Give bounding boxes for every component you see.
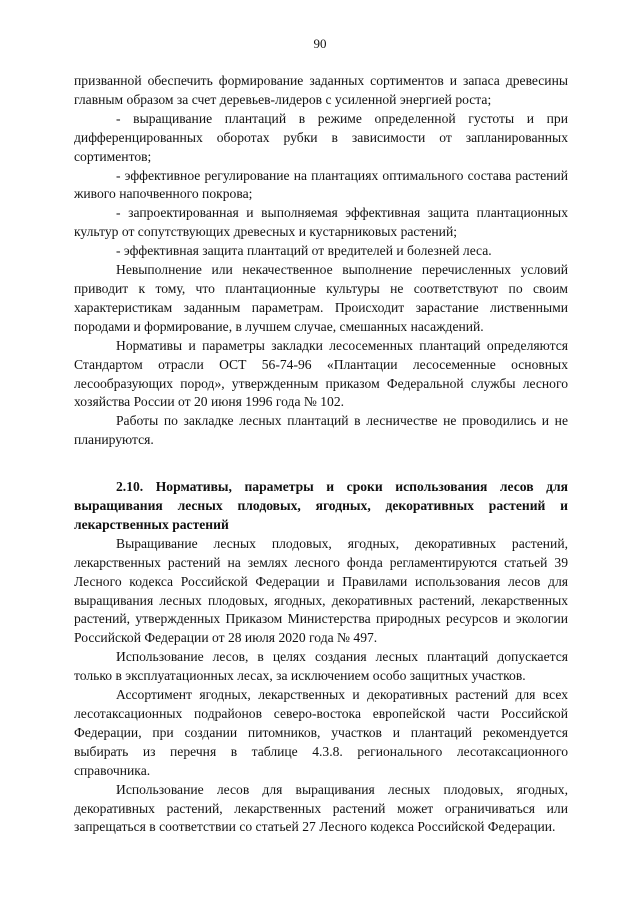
paragraph: Нормативы и параметры закладки лесосеменных плантаций определяются Стандартом отрасли ОСТ 56-74-96 «Плантации лесосеменные основных лесообразующих пород», утвержденным приказом Федеральной службы лесного хозяйства России от 20 июня 1996 года № 102. bbox=[74, 337, 568, 410]
paragraph: Работы по закладке лесных плантаций в лесничестве не проводились и не планируются. bbox=[74, 413, 568, 448]
paragraph: призванной обеспечить формирование заданных сортиментов и запаса древесины главным образом за счет деревьев-лидеров с усиленной энергией роста; bbox=[74, 73, 568, 107]
paragraph: Использование лесов для выращивания лесных плодовых, ягодных, декоративных растений, лекарственных растений может ограничиваться или запрещаться в соответствии со статьей 27 Лесного кодекса Российской Федерации. bbox=[74, 781, 568, 835]
document-body bbox=[74, 72, 568, 837]
list-item: - эффективная защита плантаций от вредителей и болезней леса. bbox=[116, 243, 492, 259]
paragraph: Выращивание лесных плодовых, ягодных, декоративных растений, лекарственных растений на землях лесного фонда регламентируются статьей 39 Лесного кодекса Российской Федерации и Правилами использования лесов для выращивания лесных плодовых, ягодных, декоративных растений, лекарственных растений, утвержденных Приказом Министерства природных ресурсов и экологии Российской Федерации от 28 июля 2020 года № 497. bbox=[74, 535, 568, 646]
paragraph: Ассортимент ягодных, лекарственных и декоративных растений для всех лесотаксационных подрайонов северо-востока европейской части Российской Федерации, при создании питомников, участков и плантаций рекомендуется выбирать из перечня в таблице 4.3.8. регионального лесотаксационного справочника. bbox=[74, 687, 568, 778]
list-item: - выращивание плантаций в режиме определенной густоты и при дифференцированных оборотах рубки в зависимости от запланированных сортиментов; bbox=[74, 110, 568, 164]
list-item: - эффективное регулирование на плантациях оптимального состава растений живого напочвенного покрова; bbox=[74, 167, 568, 202]
paragraph: Невыполнение или некачественное выполнение перечисленных условий приводит к тому, что плантационные культуры не соответствуют по своим характеристикам заданным параметрам. Происходит зарастание лиственными породами и формирование, в лучшем случае, смешанных насаждений. bbox=[74, 262, 568, 334]
list-item: - запроектированная и выполняемая эффективная защита плантационных культур от сопутствующих древесных и кустарниковых растений; bbox=[74, 205, 568, 240]
section-heading: 2.10. Нормативы, параметры и сроки использования лесов для выращивания лесных плодовых, ягодных, декоративных растений и лекарственных растений bbox=[74, 479, 568, 532]
page-number: 90 bbox=[313, 36, 327, 51]
paragraph: Использование лесов, в целях создания лесных плантаций допускается только в эксплуатационных лесах, за исключением особо защитных участков. bbox=[74, 649, 568, 684]
